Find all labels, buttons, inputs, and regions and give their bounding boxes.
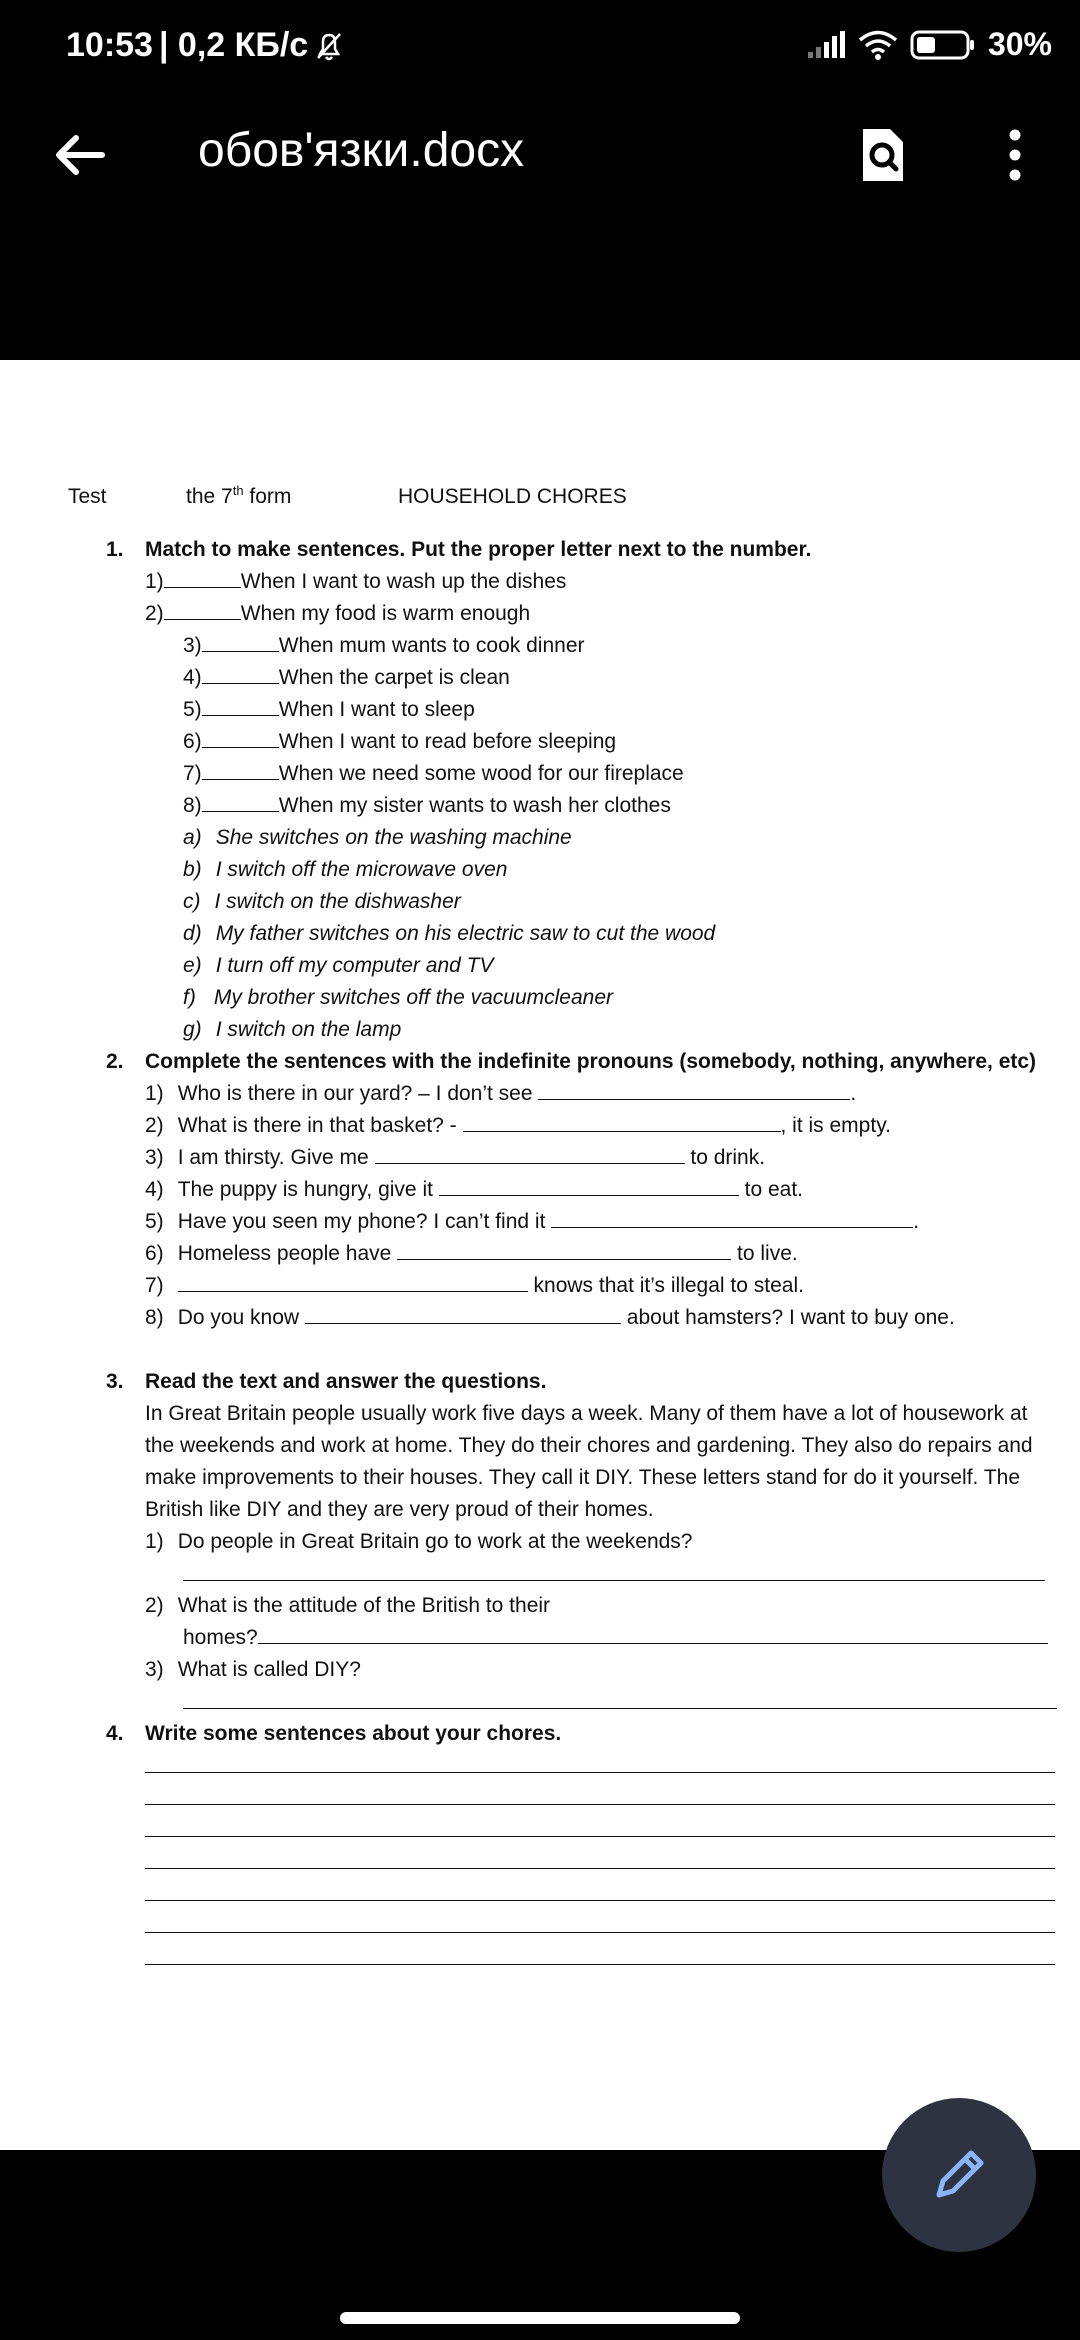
answer-line — [145, 1836, 1055, 1837]
task2-item: 8) Do you know about hamsters? I want to buy one. — [145, 1302, 955, 1334]
task1-option: b) I switch off the microwave oven — [183, 858, 508, 881]
home-indicator[interactable] — [340, 2312, 740, 2324]
more-vert-icon[interactable] — [998, 125, 1032, 185]
task2-item: 2) What is there in that basket? - , it is empty. — [145, 1110, 891, 1142]
edit-fab-button[interactable] — [882, 2098, 1036, 2252]
task3-text-line: British like DIY and they are very proud of their homes. — [145, 1498, 654, 1521]
answer-line — [145, 1804, 1055, 1805]
task1-item: 7) When we need some wood for our fireplace — [183, 758, 684, 790]
task2-number: 2. — [106, 1050, 124, 1073]
task3-question: 2) What is the attitude of the British to their — [145, 1594, 551, 1617]
task1-option: c) I switch on the dishwasher — [183, 890, 461, 913]
task1-option: a) She switches on the washing machine — [183, 826, 572, 849]
back-arrow-icon[interactable] — [50, 125, 110, 185]
task2-item: 6) Homeless people have to live. — [145, 1238, 798, 1270]
task2-item: 4) The puppy is hungry, give it to eat. — [145, 1174, 803, 1206]
doc-test-label: Test — [68, 485, 107, 508]
task1-option: f) My brother switches off the vacuumcleaner — [183, 986, 614, 1009]
task4-heading: Write some sentences about your chores. — [145, 1722, 562, 1745]
app-bar — [0, 95, 1080, 360]
task1-item: 1) When I want to wash up the dishes — [145, 566, 566, 598]
clock: 10:53 — [66, 26, 153, 64]
doc-form-label: the 7th form — [186, 483, 292, 508]
document-title: обов'язки.docx — [198, 124, 525, 177]
task1-item: 6) When I want to read before sleeping — [183, 726, 616, 758]
document-page — [0, 360, 1080, 2150]
task4-number: 4. — [106, 1722, 124, 1745]
task1-heading: Match to make sentences. Put the proper letter next to the number. — [145, 538, 812, 561]
task1-item: 5) When I want to sleep — [183, 694, 475, 726]
task3-text-line: make improvements to their houses. They call it DIY. These letters stand for do it yourself. The — [145, 1466, 1021, 1489]
task1-option: e) I turn off my computer and TV — [183, 954, 494, 977]
task3-heading: Read the text and answer the questions. — [145, 1370, 547, 1393]
answer-line — [183, 1708, 1057, 1709]
task1-option: g) I switch on the lamp — [183, 1018, 402, 1041]
task1-item: 2) When my food is warm enough — [145, 598, 530, 630]
task1-item: 4) When the carpet is clean — [183, 662, 510, 694]
task1-option: d) My father switches on his electric saw to cut the wood — [183, 922, 716, 945]
task1-item: 8) When my sister wants to wash her clothes — [183, 790, 671, 822]
task3-question-cont: homes? — [183, 1622, 1048, 1654]
task1-item: 3) When mum wants to cook dinner — [183, 630, 585, 662]
status-bar — [0, 0, 1080, 95]
task2-item: 5) Have you seen my phone? I can’t find it . — [145, 1206, 919, 1238]
pencil-icon — [927, 2143, 991, 2207]
task2-item: 7) knows that it’s illegal to steal. — [145, 1270, 804, 1302]
answer-line — [145, 1772, 1055, 1773]
task2-item: 3) I am thirsty. Give me to drink. — [145, 1142, 765, 1174]
battery-level: 30% — [987, 26, 1052, 62]
task2-heading: Complete the sentences with the indefinite pronouns (somebody, nothing, anywhere, etc) — [145, 1050, 1037, 1073]
battery-icon — [910, 29, 976, 61]
task3-text-line: In Great Britain people usually work five days a week. Many of them have a lot of housework at — [145, 1402, 1028, 1425]
task3-number: 3. — [106, 1370, 124, 1393]
answer-line — [183, 1580, 1045, 1581]
task3-question: 3) What is called DIY? — [145, 1658, 361, 1681]
answer-line — [145, 1868, 1055, 1869]
signal-icon — [806, 30, 846, 60]
answer-line — [145, 1932, 1055, 1933]
wifi-icon — [858, 29, 898, 61]
network-speed: | 0,2 КБ/с — [158, 26, 309, 64]
answer-line — [145, 1964, 1055, 1965]
task3-question: 1) Do people in Great Britain go to work at the weekends? — [145, 1530, 693, 1553]
task1-number: 1. — [106, 538, 124, 561]
bell-off-icon — [314, 30, 344, 62]
task3-text-line: the weekends and work at home. They do their chores and gardening. They also do repairs and — [145, 1434, 1033, 1457]
doc-topic: HOUSEHOLD CHORES — [398, 485, 627, 508]
find-in-document-icon[interactable] — [858, 125, 908, 185]
answer-line — [145, 1900, 1055, 1901]
task2-item: 1) Who is there in our yard? – I don’t see . — [145, 1078, 856, 1110]
